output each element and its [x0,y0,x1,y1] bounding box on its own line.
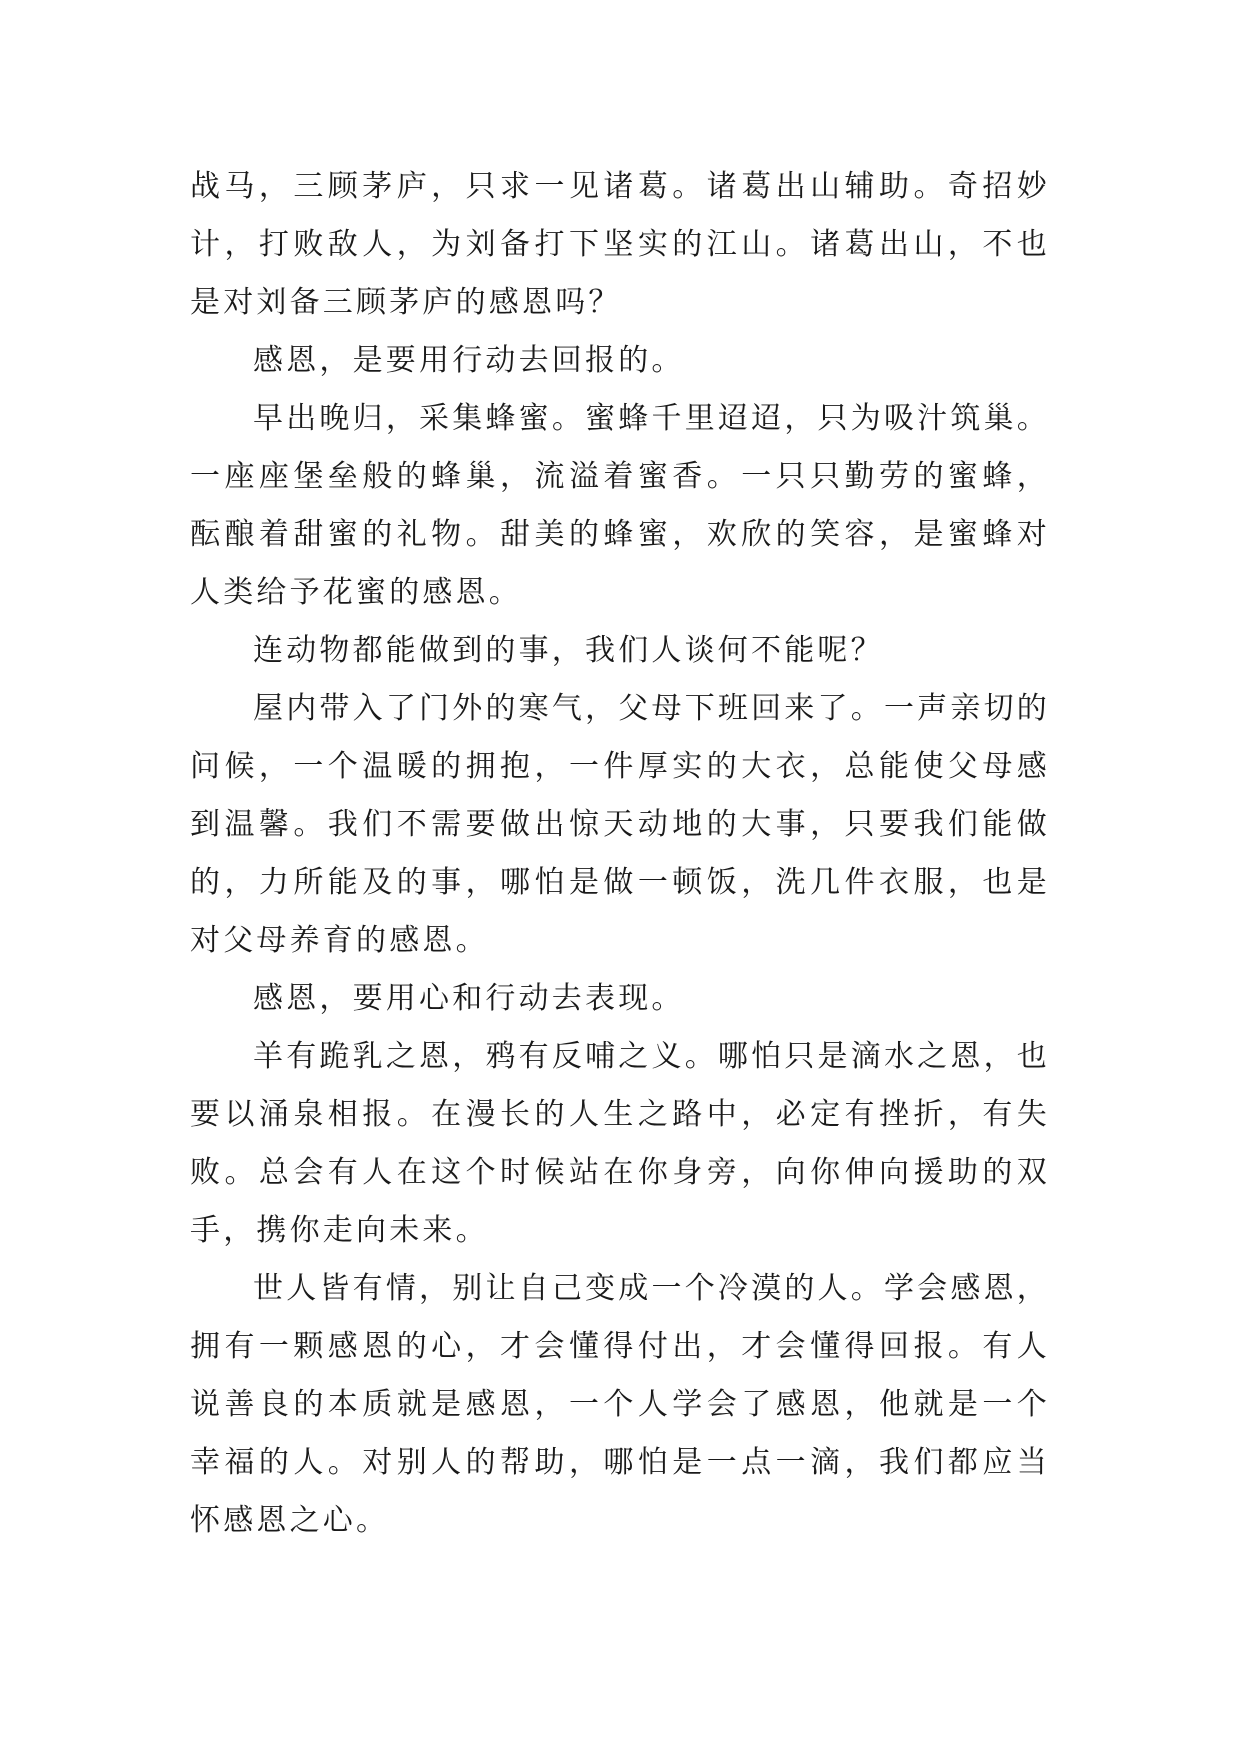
paragraph-4: 连动物都能做到的事，我们人谈何不能呢？ [253,633,884,668]
paragraph-5: 屋内带入了门外的寒气，父母下班回来了。一声亲切的问候，一个温暖的拥抱，一件厚实的大衣，总能使父母感到温馨。我们不需要做出惊天动地的大事，只要我们能做的，力所能及的事，哪怕是做一顿饭，洗几件衣服，也是对父母养育的感恩。 [190,691,1050,958]
paragraph-8: 世人皆有情，别让自己变成一个冷漠的人。学会感恩，拥有一颗感恩的心，才会懂得付出，才会懂得回报。有人说善良的本质就是感恩，一个人学会了感恩，他就是一个幸福的人。对别人的帮助，哪怕是一点一滴，我们都应当怀感恩之心。 [190,1271,1050,1538]
paragraph-1: 战马，三顾茅庐，只求一见诸葛。诸葛出山辅助。奇招妙计，打败敌人，为刘备打下坚实的江山。诸葛出山，不也是对刘备三顾茅庐的感恩吗？ [190,169,1050,320]
paragraph-7: 羊有跪乳之恩，鸦有反哺之义。哪怕只是滴水之恩，也要以涌泉相报。在漫长的人生之路中，必定有挫折，有失败。总会有人在这个时候站在你身旁，向你伸向援助的双手，携你走向未来。 [190,1039,1050,1248]
paragraph-6: 感恩，要用心和行动去表现。 [253,981,685,1016]
document-body [190,158,1050,1550]
paragraph-2: 感恩，是要用行动去回报的。 [253,343,685,378]
paragraph-3: 早出晚归，采集蜂蜜。蜜蜂千里迢迢，只为吸汁筑巢。一座座堡垒般的蜂巢，流溢着蜜香。一只只勤劳的蜜蜂，酝酿着甜蜜的礼物。甜美的蜂蜜，欢欣的笑容，是蜜蜂对人类给予花蜜的感恩。 [190,401,1050,610]
